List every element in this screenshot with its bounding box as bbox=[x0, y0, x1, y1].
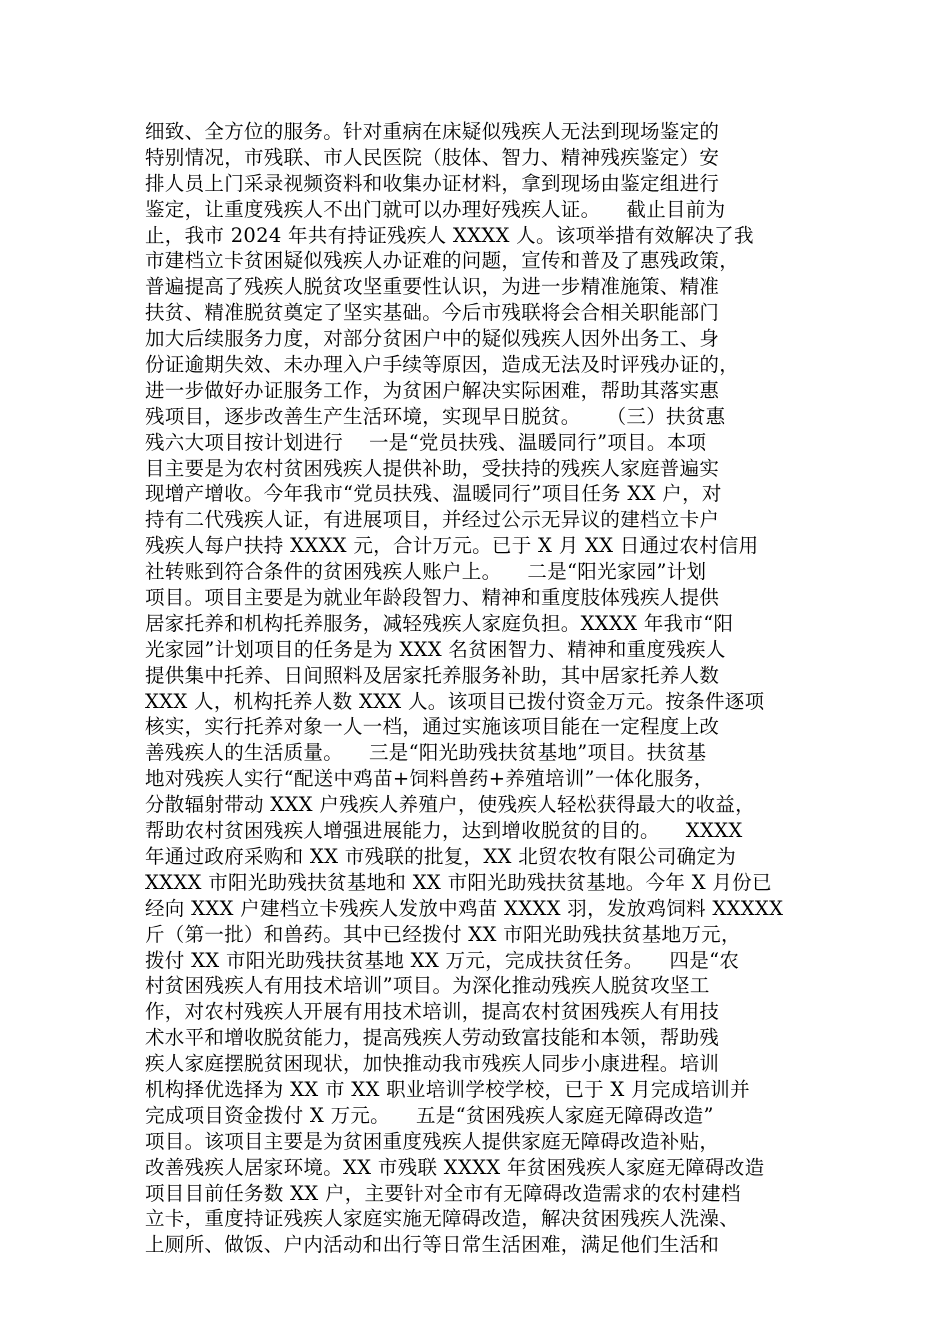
text-line: 光家园”计划项目的任务是为 XXX 名贫困智力、精神和重度残疾人 bbox=[145, 637, 726, 661]
text-line: 进一步做好办证服务工作，为贫困户解决实际困难，帮助其落实惠 bbox=[145, 378, 720, 402]
text-line: 残六大项目按计划进行 一是“党员扶残、温暖同行”项目。本项 bbox=[145, 430, 707, 454]
text-line: 疾人家庭摆脱贫困现状，加快推动我市残疾人同步小康进程。培训 bbox=[145, 1052, 720, 1076]
text-line: 持有二代残疾人证，有进展项目，并经过公示无异议的建档立卡户 bbox=[145, 508, 720, 532]
text-line: 分散辐射带动 XXX 户残疾人养殖户，使残疾人轻松获得最大的收益， bbox=[145, 793, 755, 817]
text-line: 残项目，逐步改善生产生活环境，实现早日脱贫。 （三）扶贫惠 bbox=[145, 404, 726, 428]
text-line: 斤（第一批）和兽药。其中已经拨付 XX 市阳光助残扶贫基地万元， bbox=[145, 922, 741, 946]
text-line: 份证逾期失效、未办理入户手续等原因，造成无法及时评残办证的， bbox=[145, 353, 740, 377]
text-line: 市建档立卡贫困疑似残疾人办证难的问题，宣传和普及了惠残政策， bbox=[145, 249, 740, 273]
text-line: 社转账到符合条件的贫困残疾人账户上。 二是“阳光家园”计划 bbox=[145, 560, 707, 584]
text-line: 残疾人每户扶持 XXXX 元，合计万元。已于 X 月 XX 日通过农村信用 bbox=[145, 534, 759, 558]
document-body-text bbox=[145, 119, 805, 1258]
text-line: 扶贫、精准脱贫奠定了坚实基础。今后市残联将会合相关职能部门 bbox=[145, 301, 720, 325]
text-line: 善残疾人的生活质量。 三是“阳光助残扶贫基地”项目。扶贫基 bbox=[145, 741, 707, 765]
text-line: 排人员上门采录视频资料和收集办证材料，拿到现场由鉴定组进行 bbox=[145, 171, 720, 195]
text-line: 特别情况，市残联、市人民医院（肢体、智力、精神残疾鉴定）安 bbox=[145, 145, 720, 169]
text-line: 立卡，重度持证残疾人家庭实施无障碍改造，解决贫困残疾人洗澡、 bbox=[145, 1207, 740, 1231]
text-line: 帮助农村贫困残疾人增强进展能力，达到增收脱贫的目的。 XXXX bbox=[145, 819, 743, 843]
text-line: 作，对农村残疾人开展有用技术培训，提高农村贫困残疾人有用技 bbox=[145, 1000, 720, 1024]
text-line: 普遍提高了残疾人脱贫攻坚重要性认识，为进一步精准施策、精准 bbox=[145, 275, 720, 299]
text-line: 经向 XXX 户建档立卡残疾人发放中鸡苗 XXXX 羽，发放鸡饲料 XXXXX bbox=[145, 896, 784, 920]
text-line: 上厕所、做饭、户内活动和出行等日常生活困难，满足他们生活和 bbox=[145, 1233, 720, 1257]
text-line: 改善残疾人居家环境。XX 市残联 XXXX 年贫困残疾人家庭无障碍改造 bbox=[145, 1155, 765, 1179]
text-line: 现增产增收。今年我市“党员扶残、温暖同行”项目任务 XX 户，对 bbox=[145, 482, 722, 506]
text-line: 细致、全方位的服务。针对重病在床疑似残疾人无法到现场鉴定的 bbox=[145, 120, 720, 143]
text-line: 地对残疾人实行“配送中鸡苗+饲料兽药+养殖培训”一体化服务， bbox=[145, 767, 714, 791]
text-line: 项目目前任务数 XX 户，主要针对全市有无障碍改造需求的农村建档 bbox=[145, 1181, 741, 1205]
text-line: 村贫困残疾人有用技术培训”项目。为深化推动残疾人脱贫攻坚工 bbox=[145, 974, 710, 998]
text-line: XXX 人，机构托养人数 XXX 人。该项目已拨付资金万元。按条件逐项 bbox=[145, 689, 765, 713]
text-line: 提供集中托养、日间照料及居家托养服务补助，其中居家托养人数 bbox=[145, 663, 720, 687]
text-line: 目主要是为农村贫困残疾人提供补助，受扶持的残疾人家庭普遍实 bbox=[145, 456, 720, 480]
text-line: 项目。该项目主要是为贫困重度残疾人提供家庭无障碍改造补贴， bbox=[145, 1129, 720, 1153]
text-line: XXXX 市阳光助残扶贫基地和 XX 市阳光助残扶贫基地。今年 X 月份已 bbox=[145, 870, 772, 894]
text-line: 加大后续服务力度，对部分贫困户中的疑似残疾人因外出务工、身 bbox=[145, 327, 720, 351]
text-line: 鉴定，让重度残疾人不出门就可以办理好残疾人证。 截止目前为 bbox=[145, 197, 726, 221]
text-line: 核实，实行托养对象一人一档，通过实施该项目能在一定程度上改 bbox=[145, 715, 720, 739]
text-line: 完成项目资金拨付 X 万元。 五是“贫困残疾人家庭无障碍改造” bbox=[145, 1103, 714, 1127]
text-line: 居家托养和机构托养服务，减轻残疾人家庭负担。XXXX 年我市“阳 bbox=[145, 611, 734, 635]
text-line: 拨付 XX 市阳光助残扶贫基地 XX 万元，完成扶贫任务。 四是“农 bbox=[145, 948, 740, 972]
text-line: 止，我市 2024 年共有持证残疾人 XXXX 人。该项举措有效解决了我 bbox=[145, 223, 754, 247]
text-line: 术水平和增收脱贫能力，提高残疾人劳动致富技能和本领，帮助残 bbox=[145, 1026, 720, 1050]
text-line: 机构择优选择为 XX 市 XX 职业培训学校学校，已于 X 月完成培训并 bbox=[145, 1077, 750, 1101]
text-line: 项目。项目主要是为就业年龄段智力、精神和重度肢体残疾人提供 bbox=[145, 586, 720, 610]
text-line: 年通过政府采购和 XX 市残联的批复，XX 北贸农牧有限公司确定为 bbox=[145, 844, 737, 868]
